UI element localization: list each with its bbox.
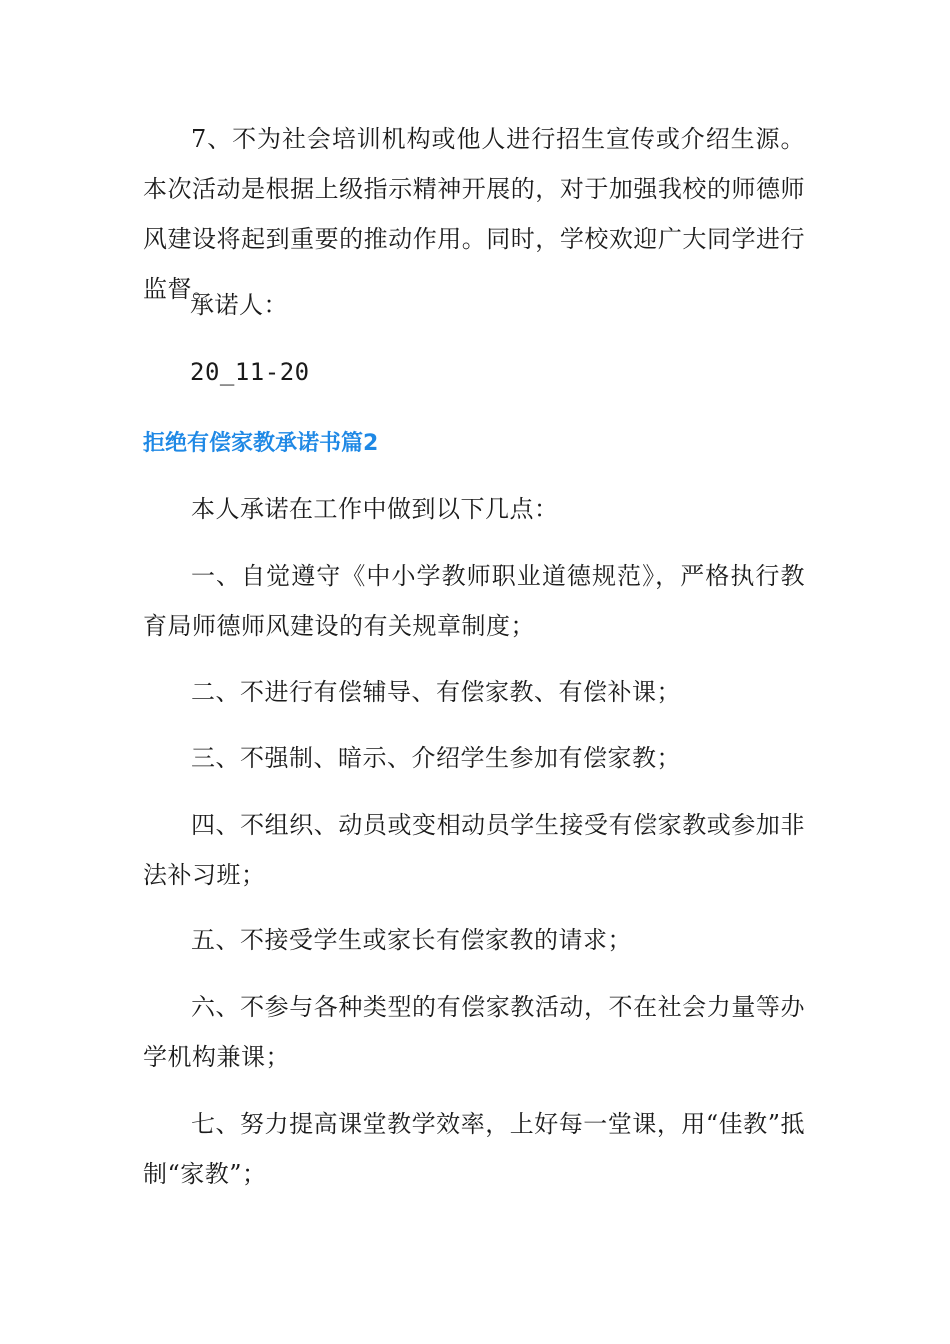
list-item: 五、不接受学生或家长有偿家教的请求；: [191, 926, 632, 954]
date-text: 20_11-20: [190, 358, 310, 386]
intro-paragraph: 本人承诺在工作中做到以下几点：: [191, 495, 559, 523]
list-item: 六、不参与各种类型的有偿家教活动，不在社会力量等办学机构兼课；: [143, 993, 805, 1071]
signer-label: 承诺人：: [190, 291, 288, 319]
list-item: 一、自觉遵守《中小学教师职业道德规范》，严格执行教育局师德师风建设的有关规章制度；: [143, 562, 805, 640]
list-item: 二、不进行有偿辅导、有偿家教、有偿补课；: [191, 678, 681, 706]
list-item: 三、不强制、暗示、介绍学生参加有偿家教；: [191, 744, 681, 772]
paragraph-item-7: 7、不为社会培训机构或他人进行招生宣传或介绍生源。本次活动是根据上级指示精神开展的，对于加强我校的师德师风建设将起到重要的推动作用。同时，学校欢迎广大同学进行监督。: [143, 125, 805, 303]
section-heading: 拒绝有偿家教承诺书篇2: [143, 431, 379, 456]
list-item: 四、不组织、动员或变相动员学生接受有偿家教或参加非法补习班；: [143, 811, 805, 889]
list-item: 七、努力提高课堂教学效率，上好每一堂课，用“佳教”抵制“家教”；: [143, 1110, 805, 1188]
